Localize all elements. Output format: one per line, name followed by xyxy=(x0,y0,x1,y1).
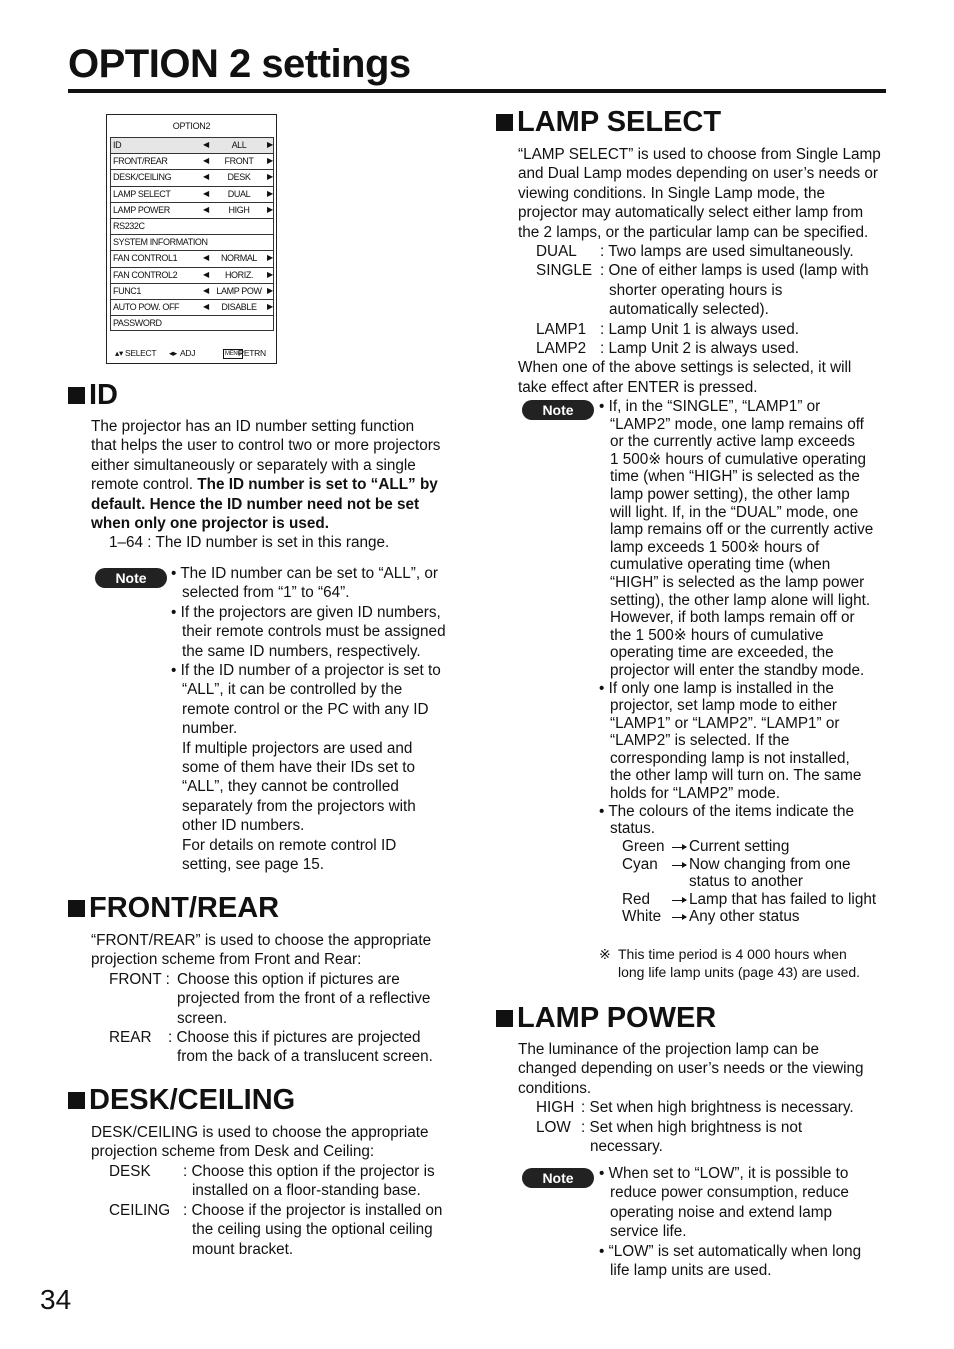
note-line: their remote controls must be assigned xyxy=(182,623,446,641)
desk-ceiling-description: DESK/CEILING is used to choose the appropriate projection scheme from Desk and Ceiling: DESK : Choose this option if the projector is installed on a floor-standing base. CEILING : Choose if the projector is installed on the ceiling using the optional ceiling mount bracket. xyxy=(91,1124,443,1258)
right-arrow-icon: ▶ xyxy=(267,140,273,149)
status-color-name: Red xyxy=(622,890,651,908)
note-line: lamp exceeds 1 500※ hours of xyxy=(610,538,820,556)
osd-menu-row xyxy=(110,186,274,202)
note-line: • The ID number can be set to “ALL”, or xyxy=(171,565,438,582)
osd-row-value: LAMP POW xyxy=(216,285,262,296)
osd-row-label: PASSWORD xyxy=(113,318,162,329)
osd-menu-row xyxy=(110,218,274,234)
note-line: selected from “1” to “64”. xyxy=(182,584,350,602)
right-arrow-icon xyxy=(672,847,686,848)
left-arrow-icon: ◀ xyxy=(203,156,209,166)
osd-row-value: DESK xyxy=(227,172,251,183)
lamp-option-key: LAMP1 xyxy=(536,320,587,338)
osd-menu-row xyxy=(110,153,274,169)
note-line: operating noise and extend lamp xyxy=(610,1203,832,1221)
left-arrow-icon: ◀ xyxy=(203,140,209,149)
osd-row-value: HIGH xyxy=(228,204,250,215)
osd-row-value: ALL xyxy=(231,140,247,150)
square-bullet-icon xyxy=(496,114,513,131)
status-color-desc: Lamp that has failed to light xyxy=(689,890,877,908)
status-color-row xyxy=(599,838,899,856)
osd-row-label: LAMP POWER xyxy=(113,204,170,215)
note-line: operating time are exceeded, the xyxy=(610,644,834,662)
left-arrow-icon: ◀ xyxy=(203,204,209,214)
lamp-option xyxy=(518,261,898,319)
lamp-option-key: SINGLE xyxy=(536,262,593,280)
updown-icon: ▴▾ xyxy=(115,348,123,358)
left-arrow-icon: ◀ xyxy=(203,188,209,198)
lamp-select-options xyxy=(518,242,898,358)
osd-row-label: FUNC1 xyxy=(113,285,142,296)
note-line: • When set to “LOW”, it is possible to xyxy=(599,1165,849,1182)
osd-footer-select: SELECT xyxy=(125,348,157,358)
note-line: • If only one lamp is installed in the xyxy=(599,679,834,697)
note-line: lamp power setting), the other lamp xyxy=(610,485,850,503)
page-number: 34 xyxy=(40,1284,72,1315)
leftright-icon: ◂▸ xyxy=(169,348,177,358)
id-heading: ID xyxy=(68,379,118,412)
osd-menu-row xyxy=(110,299,274,315)
osd-row-label: SYSTEM INFORMATION xyxy=(113,237,208,248)
osd-menu-row xyxy=(110,267,274,283)
right-arrow-icon: ▶ xyxy=(267,301,273,311)
lamp-power-notes xyxy=(599,1164,899,1280)
osd-menu-title: OPTION2 xyxy=(172,121,211,131)
left-arrow-icon: ◀ xyxy=(203,253,209,263)
lamp-option xyxy=(518,242,898,261)
osd-row-label: DESK/CEILING xyxy=(113,172,172,183)
front-rear-heading: FRONT/REAR xyxy=(68,892,279,925)
right-arrow-icon: ▶ xyxy=(267,172,273,182)
osd-menu-row xyxy=(110,315,274,331)
osd-footer-retrn: RETRN xyxy=(238,348,266,358)
right-arrow-icon xyxy=(672,917,686,918)
id-note-badge: Note xyxy=(95,568,167,588)
lamp-power-description: The luminance of the projection lamp can be changed depending on user’s needs or the viewing conditions. HIGH : Set when high brightness is necessary. LOW : Set when high brightness is not necessary. xyxy=(518,1041,864,1156)
note-line: However, if both lamps remain off or xyxy=(610,609,855,627)
lamp-option-desc: : Two lamps are used simultaneously. xyxy=(600,243,854,261)
left-arrow-icon: ◀ xyxy=(203,301,209,311)
osd-row-label: LAMP SELECT xyxy=(113,188,171,199)
osd-menu-row xyxy=(110,250,274,266)
note-line: “HIGH” is selected as the lamp power xyxy=(610,573,865,591)
right-arrow-icon: ▶ xyxy=(267,269,273,279)
lamp-option-desc: shorter operating hours is xyxy=(609,281,783,299)
note-line: “LAMP2” mode, one lamp remains off xyxy=(610,415,864,433)
osd-footer-adj: ADJ xyxy=(180,348,196,358)
note-line: setting, see page 15. xyxy=(182,856,325,874)
note-line: holds for “LAMP2” mode. xyxy=(610,785,781,803)
status-color-row xyxy=(599,856,899,891)
note-line: remote control or the PC with any ID xyxy=(182,700,429,718)
note-line: some of them have their IDs set to xyxy=(182,759,415,777)
status-color-desc: Now changing from one xyxy=(689,855,851,873)
lamp-select-footnote: ※ This time period is 4 000 hours when long life lamp units (page 43) are used. xyxy=(599,946,861,980)
note-line: cumulative operating time (when xyxy=(610,556,831,574)
front-rear-description: “FRONT/REAR” is used to choose the appropriate projection scheme from Front and Rear: FRONT : Choose this option if pictures are projected from the front of a reflective screen. REAR : Choose this if pictures are projected from the back of a translucent screen. xyxy=(91,932,433,1066)
lamp-option-desc: : One of either lamps is used (lamp with xyxy=(600,262,869,280)
status-color-desc: Current setting xyxy=(689,838,790,855)
osd-row-value: FRONT xyxy=(224,156,254,167)
note-line: For details on remote control ID xyxy=(182,836,397,854)
square-bullet-icon xyxy=(68,1092,85,1109)
lamp-option xyxy=(518,320,898,339)
lamp-option-desc: automatically selected). xyxy=(609,301,769,319)
status-color-row xyxy=(599,908,899,926)
note-line: If multiple projectors are used and xyxy=(182,739,413,757)
lamp-select-heading: LAMP SELECT xyxy=(496,106,721,139)
right-arrow-icon xyxy=(672,900,686,901)
osd-row-label: ID xyxy=(113,140,122,150)
note-line: • If the projectors are given ID numbers, xyxy=(171,603,441,621)
osd-row-value: DUAL xyxy=(227,188,251,199)
lamp-option-desc: : Lamp Unit 2 is always used. xyxy=(600,340,799,357)
note-line: • “LOW” is set automatically when long xyxy=(599,1242,862,1260)
status-color-desc: Any other status xyxy=(689,908,800,926)
osd-menu-row xyxy=(110,283,274,299)
desk-ceiling-heading: DESK/CEILING xyxy=(68,1084,295,1117)
right-arrow-icon: ▶ xyxy=(267,156,273,166)
note-line: other ID numbers. xyxy=(182,817,305,835)
note-line: number. xyxy=(182,720,238,738)
right-arrow-icon xyxy=(672,865,686,866)
lamp-select-note-badge: Note xyxy=(522,400,594,420)
note-line: will light. If, in the “DUAL” mode, one xyxy=(610,503,859,521)
note-line: the same ID numbers, respectively. xyxy=(182,642,421,660)
note-line: the 1 500※ hours of cumulative xyxy=(610,626,824,644)
note-line: life lamp units are used. xyxy=(610,1262,772,1280)
left-arrow-icon: ◀ xyxy=(203,172,209,182)
note-line: service life. xyxy=(610,1223,687,1241)
note-line: separately from the projectors with xyxy=(182,797,416,815)
osd-row-value: DISABLE xyxy=(221,301,257,312)
status-color-row xyxy=(599,891,899,909)
status-color-desc: status to another xyxy=(689,873,803,891)
osd-menu-row xyxy=(110,137,274,153)
osd-row-value: HORIZ. xyxy=(224,269,254,280)
note-line: or the currently active lamp exceeds xyxy=(610,433,855,451)
note-line: “ALL”, they cannot be controlled xyxy=(182,778,399,796)
note-line: • If, in the “SINGLE”, “LAMP1” or xyxy=(599,398,821,415)
osd-row-label: FRONT/REAR xyxy=(113,156,168,167)
note-line: status. xyxy=(610,820,656,838)
id-notes xyxy=(171,564,471,875)
lamp-power-heading: LAMP POWER xyxy=(496,1002,716,1035)
note-line: the other lamp will turn on. The same xyxy=(610,767,862,785)
osd-footer-menu-key: MENU xyxy=(225,351,242,357)
note-line: “LAMP2” is selected. If the xyxy=(610,732,790,750)
square-bullet-icon xyxy=(496,1010,513,1027)
osd-menu-row xyxy=(110,234,274,250)
id-description: The projector has an ID number setting function that helps the user to control two or more projectors either simultaneously or separately with a single remote control. The ID number is set to “ALL” by default. Hence the ID number need not be set when only one projector is used. 1–64 : The ID number is set in this range. xyxy=(91,418,441,552)
lamp-select-notes xyxy=(599,398,899,838)
osd-row-label: RS232C xyxy=(113,220,145,231)
status-color-name: Cyan xyxy=(622,855,658,873)
lamp-power-note-badge: Note xyxy=(522,1168,594,1188)
lamp-option-key: LAMP2 xyxy=(536,340,587,357)
square-bullet-icon xyxy=(68,900,85,917)
note-line: corresponding lamp is not installed, xyxy=(610,749,850,767)
left-arrow-icon: ◀ xyxy=(203,269,209,279)
status-color-name: White xyxy=(622,908,662,926)
osd-row-label: AUTO POW. OFF xyxy=(113,301,180,312)
title-rule xyxy=(68,89,886,93)
note-line: setting), the other lamp alone will light. xyxy=(610,591,871,609)
page-title: OPTION 2 settings xyxy=(68,42,411,86)
osd-menu-illustration xyxy=(106,114,277,364)
note-line: reduce power consumption, reduce xyxy=(610,1184,849,1202)
note-line: • If the ID number of a projector is set to xyxy=(171,662,441,680)
lamp-option xyxy=(518,339,898,358)
note-line: • The colours of the items indicate the xyxy=(599,802,855,820)
osd-row-value: NORMAL xyxy=(220,253,258,264)
right-arrow-icon: ▶ xyxy=(267,204,273,214)
lamp-status-colors xyxy=(599,838,899,926)
left-arrow-icon: ◀ xyxy=(203,285,209,295)
square-bullet-icon xyxy=(68,387,85,404)
note-line: “LAMP1” or “LAMP2”. “LAMP1” or xyxy=(610,714,840,732)
note-line: projector, set lamp mode to either xyxy=(610,697,838,715)
osd-menu-row xyxy=(110,202,274,218)
note-line: 1 500※ hours of cumulative operating xyxy=(610,450,867,468)
note-line: time (when “HIGH” is selected as the xyxy=(610,468,860,486)
note-line: projector will enter the standby mode. xyxy=(610,661,865,679)
lamp-select-description: “LAMP SELECT” is used to choose from Single Lamp and Dual Lamp modes depending on user’s needs or viewing conditions. In Single Lamp mode, the projector may automatically select either lamp from the 2 lamps, or the particular lamp can be specified. DUAL : Two lamps are used simultaneously. SINGLE : One of either lamps is used (lamp with shorter operating hours is automatically selected). LAMP1 : Lamp Unit 1 is always used. LAMP2 : Lamp Unit 2 is always used. When one of the above settings is selected, it will take effect after ENTER is pressed. xyxy=(518,145,898,397)
lamp-option-desc: : Lamp Unit 1 is always used. xyxy=(600,320,799,338)
osd-menu-row xyxy=(110,169,274,185)
note-line: “ALL”, it can be controlled by the xyxy=(182,681,403,699)
note-line: lamp remains off or the currently active xyxy=(610,521,874,539)
lamp-option-key: DUAL xyxy=(536,243,577,261)
right-arrow-icon: ▶ xyxy=(267,188,273,198)
osd-menu-rows xyxy=(110,137,274,331)
right-arrow-icon: ▶ xyxy=(267,285,273,295)
right-arrow-icon: ▶ xyxy=(267,253,273,263)
osd-row-label: FAN CONTROL2 xyxy=(113,269,178,280)
status-color-name: Green xyxy=(622,838,665,855)
osd-row-label: FAN CONTROL1 xyxy=(113,253,178,264)
